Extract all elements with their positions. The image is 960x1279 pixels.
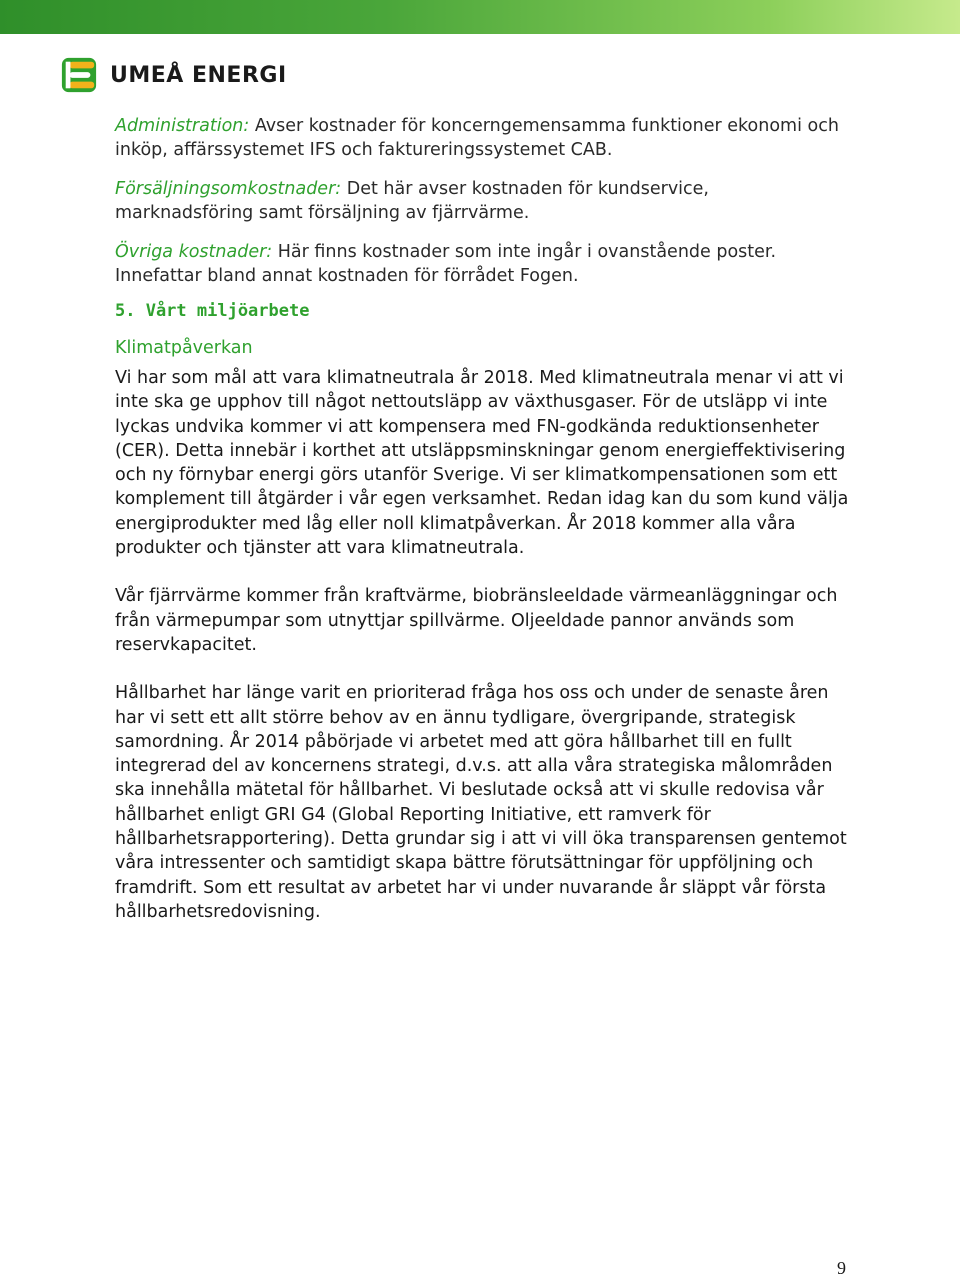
- definition-ovriga: [115, 240, 850, 288]
- body-paragraph: Vår fjärrvärme kommer från kraftvärme, biobränsleeldade värmeanläggningar och från värmepumpar som utnyttjar spillvärme. Oljeeldade pannor används som reservkapacitet.: [115, 586, 838, 655]
- logo-text: UMEÅ ENERGI: [110, 62, 287, 88]
- section-heading: 5. Vårt miljöarbete: [115, 301, 310, 321]
- definition-forsaljning: [115, 177, 850, 225]
- umea-energi-logo-icon: [60, 56, 98, 94]
- definition-administration: [115, 114, 850, 162]
- page-content: [115, 114, 850, 948]
- page-number: 9: [837, 1258, 846, 1278]
- definition-term: Övriga kostnader:: [115, 242, 273, 262]
- definition-text: Det här avser kostnaden för kundservice, marknadsföring samt försäljning av fjärrvärme.: [115, 179, 709, 223]
- definition-text: Avser kostnader för koncerngemensamma funktioner ekonomi och inköp, affärssystemet IFS och faktureringssystemet CAB.: [115, 116, 839, 160]
- body-paragraph: Vi har som mål att vara klimatneutrala år 2018. Med klimatneutrala menar vi att vi inte ska ge upphov till något nettoutsläpp av växthusgaser. För de utsläpp vi inte lyckas undvika kommer vi att kompensera med FN-godkända reduktionsenheter (CER). Detta innebär i korthet att utsläppsminskningar genom energieffektivisering och ny förnybar energi görs utanför Sverige. Vi ser klimatkompensationen som ett komplement till åtgärder i vår egen verksamhet. Redan idag kan du som kund välja energiprodukter med låg eller noll klimatpåverkan. År 2018 kommer alla våra produkter och tjänster att vara klimatneutrala.: [115, 368, 849, 559]
- header-color-bar: [0, 0, 960, 34]
- definition-text: Här finns kostnader som inte ingår i ovanstående poster. Innefattar bland annat kostnaden för förrådet Fogen.: [115, 242, 777, 286]
- section-subheading: Klimatpåverkan: [115, 338, 253, 358]
- body-paragraph: Hållbarhet har länge varit en prioriterad fråga hos oss och under de senaste åren har vi sett ett allt större behov av en ännu tydligare, övergripande, strategisk samordning. År 2014 påbörjade vi arbetet med att göra hållbarhet till en fullt integrerad del av koncernens strategi, d.v.s. att alla våra strategiska målområden ska innehålla mätetal för hållbarhet. Vi beslutade också att vi skulle redovisa vår hållbarhet enligt GRI G4 (Global Reporting Initiative, ett ramverk för hållbarhetsrapportering). Detta grundar sig i att vi vill öka transparensen gentemot våra intressenter och samtidigt skapa bättre förutsättningar för uppföljning och framdrift. Som ett resultat av arbetet har vi under nuvarande år släppt vår första hållbarhetsredovisning.: [115, 683, 847, 922]
- definition-term: Försäljningsomkostnader:: [115, 179, 342, 199]
- company-logo: [60, 56, 287, 94]
- definition-term: Administration:: [115, 116, 250, 136]
